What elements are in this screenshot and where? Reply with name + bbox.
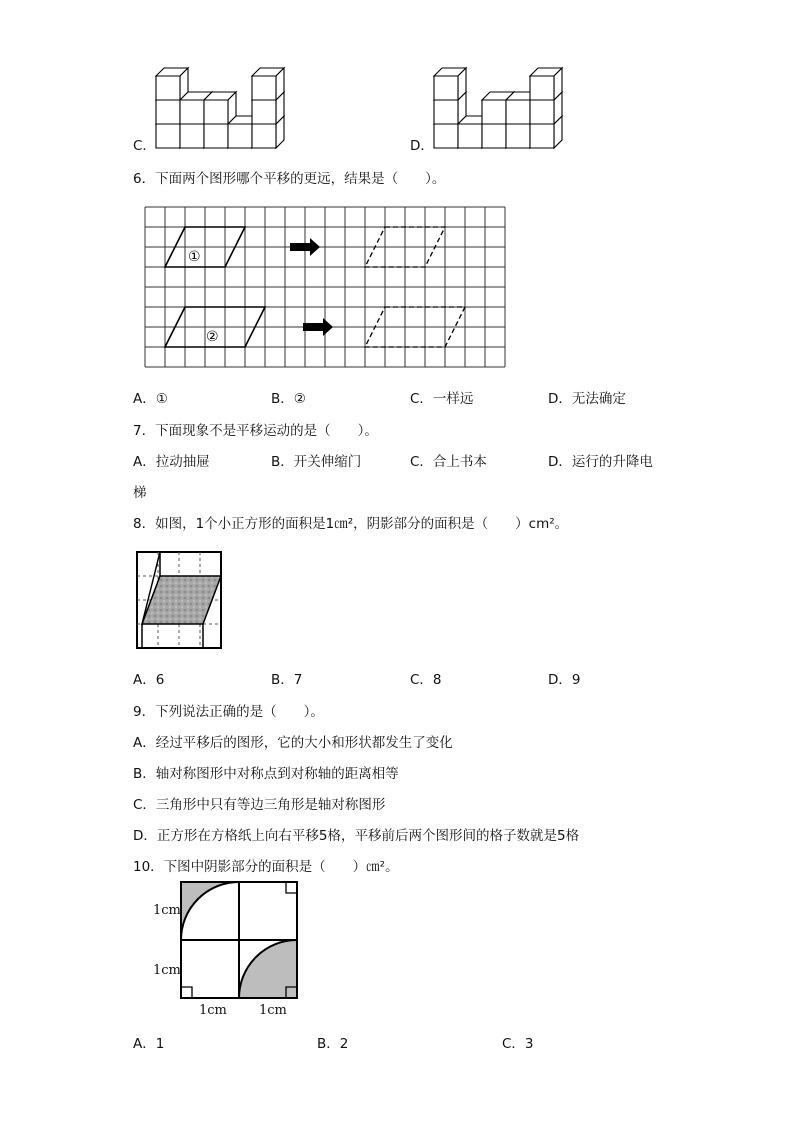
shape-2-label: ② <box>206 329 219 345</box>
q10-stem: 10．下图中阴影部分的面积是（ ）㎝²。 <box>133 859 399 875</box>
q10-label-bottom-right: 1cm <box>259 1003 287 1018</box>
q9-option-c[interactable]: C．三角形中只有等边三角形是轴对称图形 <box>133 797 386 813</box>
q7-option-d-wrap: 梯 <box>133 485 147 501</box>
q8-option-c[interactable]: C．8 <box>410 672 442 688</box>
q9-option-d[interactable]: D．正方形在方格纸上向右平移5格，平移前后两个图形间的格子数就是5格 <box>133 828 580 844</box>
q10-quarter-circle-figure <box>178 880 303 1002</box>
q6-option-b[interactable]: B．② <box>271 391 306 407</box>
q10-label-left-top: 1cm <box>153 903 181 918</box>
q8-option-a[interactable]: A．6 <box>133 672 165 688</box>
cube-figure-c <box>150 66 290 156</box>
q10-option-a[interactable]: A．1 <box>133 1036 165 1052</box>
q7-option-a[interactable]: A．拉动抽屉 <box>133 454 210 470</box>
q6-option-c[interactable]: C．一样远 <box>410 391 474 407</box>
q6-option-d[interactable]: D．无法确定 <box>548 391 626 407</box>
q9-option-a[interactable]: A．经过平移后的图形，它的大小和形状都发生了变化 <box>133 735 453 751</box>
shaded-parallelogram <box>142 576 221 624</box>
q10-label-bottom-left: 1cm <box>199 1003 227 1018</box>
q9-stem: 9．下列说法正确的是（ ）。 <box>133 704 324 720</box>
q6-grid-figure <box>140 203 510 373</box>
q8-grid-figure <box>135 548 230 652</box>
q7-option-c[interactable]: C．合上书本 <box>410 454 487 470</box>
q8-option-b[interactable]: B．7 <box>271 672 303 688</box>
q9-option-b[interactable]: B．轴对称图形中对称点到对称轴的距离相等 <box>133 766 399 782</box>
shape-1-label: ① <box>188 249 201 265</box>
arrow-right-icon <box>303 318 333 336</box>
q8-stem: 8．如图，1个小正方形的面积是1㎝²，阴影部分的面积是（ ）cm²。 <box>133 516 569 532</box>
q8-option-d[interactable]: D．9 <box>548 672 581 688</box>
q10-label-left-bottom: 1cm <box>153 963 181 978</box>
q10-option-b[interactable]: B．2 <box>317 1036 349 1052</box>
q10-option-c[interactable]: C．3 <box>502 1036 534 1052</box>
option-d-label: D． <box>410 138 434 154</box>
q7-option-d[interactable]: D．运行的升降电 <box>548 454 653 470</box>
cube-figure-d <box>428 66 568 156</box>
q7-option-b[interactable]: B．开关伸缩门 <box>271 454 362 470</box>
q6-option-a[interactable]: A．① <box>133 391 168 407</box>
q6-stem: 6．下面两个图形哪个平移的更远，结果是（ ）。 <box>133 171 446 187</box>
option-c-label: C． <box>133 138 156 154</box>
q7-stem: 7．下面现象不是平移运动的是（ ）。 <box>133 423 378 439</box>
